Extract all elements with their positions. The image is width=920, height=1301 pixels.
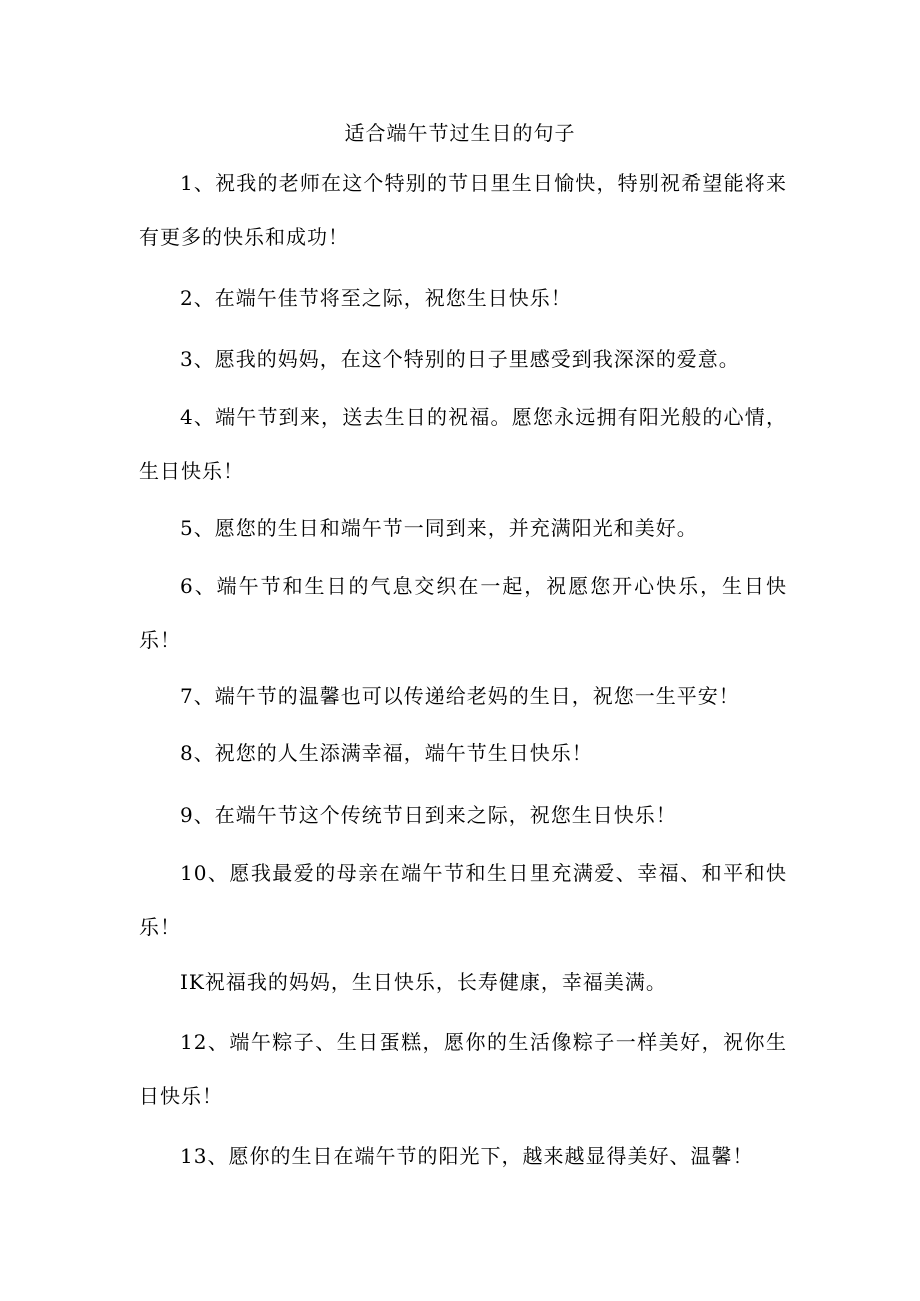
paragraph-7: 7、端午节的温馨也可以传递给老妈的生日，祝您一生平安！ — [180, 684, 740, 708]
paragraph-8: 8、祝您的人生添满幸福，端午节生日快乐！ — [180, 741, 593, 765]
paragraph-5: 5、愿您的生日和端午节一同到来，并充满阳光和美好。 — [180, 516, 698, 540]
paragraph-9: 9、在端午节这个传统节日到来之际，祝您生日快乐！ — [180, 803, 677, 827]
paragraph-1: 1、祝我的老师在这个特别的节日里生日愉快，特别祝希望能将来有更多的快乐和成功！ — [139, 171, 787, 249]
paragraph-2: 2、在端午佳节将至之际，祝您生日快乐！ — [180, 286, 572, 310]
document-title: 适合端午节过生日的句子 — [344, 121, 576, 145]
paragraph-6: 6、端午节和生日的气息交织在一起，祝愿您开心快乐，生日快乐！ — [139, 574, 787, 652]
paragraph-4: 4、端午节到来，送去生日的祝福。愿您永远拥有阳光般的心情，生日快乐！ — [139, 405, 787, 483]
paragraph-10: 10、愿我最爱的母亲在端午节和生日里充满爱、幸福、和平和快乐！ — [139, 861, 787, 939]
paragraph-13: 13、愿你的生日在端午节的阳光下，越来越显得美好、温馨！ — [180, 1144, 754, 1168]
paragraph-12: 12、端午粽子、生日蛋糕，愿你的生活像粽子一样美好，祝你生日快乐！ — [139, 1030, 787, 1108]
paragraph-11: IK祝福我的妈妈，生日快乐，长寿健康，幸福美满。 — [180, 970, 667, 994]
paragraph-3: 3、愿我的妈妈，在这个特别的日子里感受到我深深的爱意。 — [180, 347, 740, 371]
